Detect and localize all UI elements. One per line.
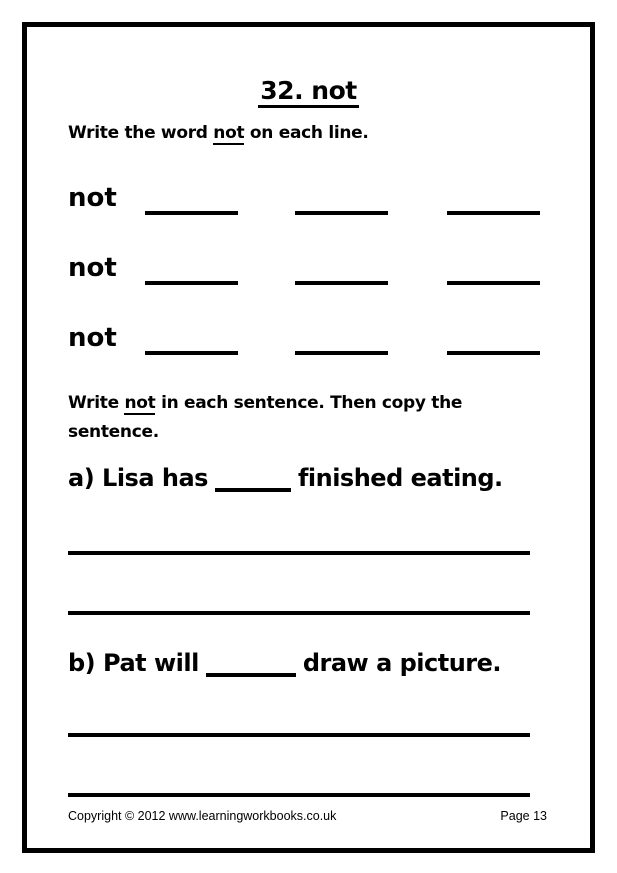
write-blank[interactable] xyxy=(295,255,388,285)
practice-row-2 xyxy=(0,251,617,285)
sentence-blank[interactable] xyxy=(215,488,291,492)
write-blank[interactable] xyxy=(295,185,388,215)
practice-word: not xyxy=(68,253,117,283)
copy-line[interactable] xyxy=(68,733,530,737)
write-blank[interactable] xyxy=(447,255,540,285)
write-blank[interactable] xyxy=(145,185,238,215)
exercise-a-sentence xyxy=(68,461,503,495)
page-title xyxy=(0,77,617,108)
footer-page-number: Page 13 xyxy=(500,809,547,823)
copy-line[interactable] xyxy=(68,793,530,797)
keyword-not: not xyxy=(124,393,156,413)
exercise-b-after-blank: draw a picture. xyxy=(302,649,502,677)
copy-line[interactable] xyxy=(68,611,530,615)
keyword-not: not xyxy=(213,123,245,143)
practice-row-1 xyxy=(0,181,617,215)
instruction-text-after: in each sentence. Then copy the xyxy=(155,393,463,413)
instruction-text-before: Write xyxy=(68,393,125,413)
write-blank[interactable] xyxy=(145,255,238,285)
instruction-text-after: on each line. xyxy=(244,123,369,143)
practice-row-3 xyxy=(0,321,617,355)
practice-word: not xyxy=(68,323,117,353)
page-title-text: 32. not xyxy=(258,77,358,108)
sentence-blank[interactable] xyxy=(206,673,296,677)
copy-line[interactable] xyxy=(68,551,530,555)
footer-copyright: Copyright © 2012 www.learningworkbooks.co.uk xyxy=(68,809,337,823)
exercise-b-before-blank: b) Pat will xyxy=(68,649,199,677)
instruction-text-line2: sentence. xyxy=(68,422,159,442)
instruction-text-before: Write the word xyxy=(68,123,214,143)
instruction-write-sentence xyxy=(68,389,508,447)
exercise-a-after-blank: finished eating. xyxy=(297,464,503,492)
exercise-b-sentence xyxy=(68,646,501,680)
exercise-a-before-blank: a) Lisa has xyxy=(68,464,208,492)
write-blank[interactable] xyxy=(447,185,540,215)
write-blank[interactable] xyxy=(145,325,238,355)
instruction-write-word xyxy=(68,119,369,148)
write-blank[interactable] xyxy=(447,325,540,355)
write-blank[interactable] xyxy=(295,325,388,355)
practice-word: not xyxy=(68,183,117,213)
